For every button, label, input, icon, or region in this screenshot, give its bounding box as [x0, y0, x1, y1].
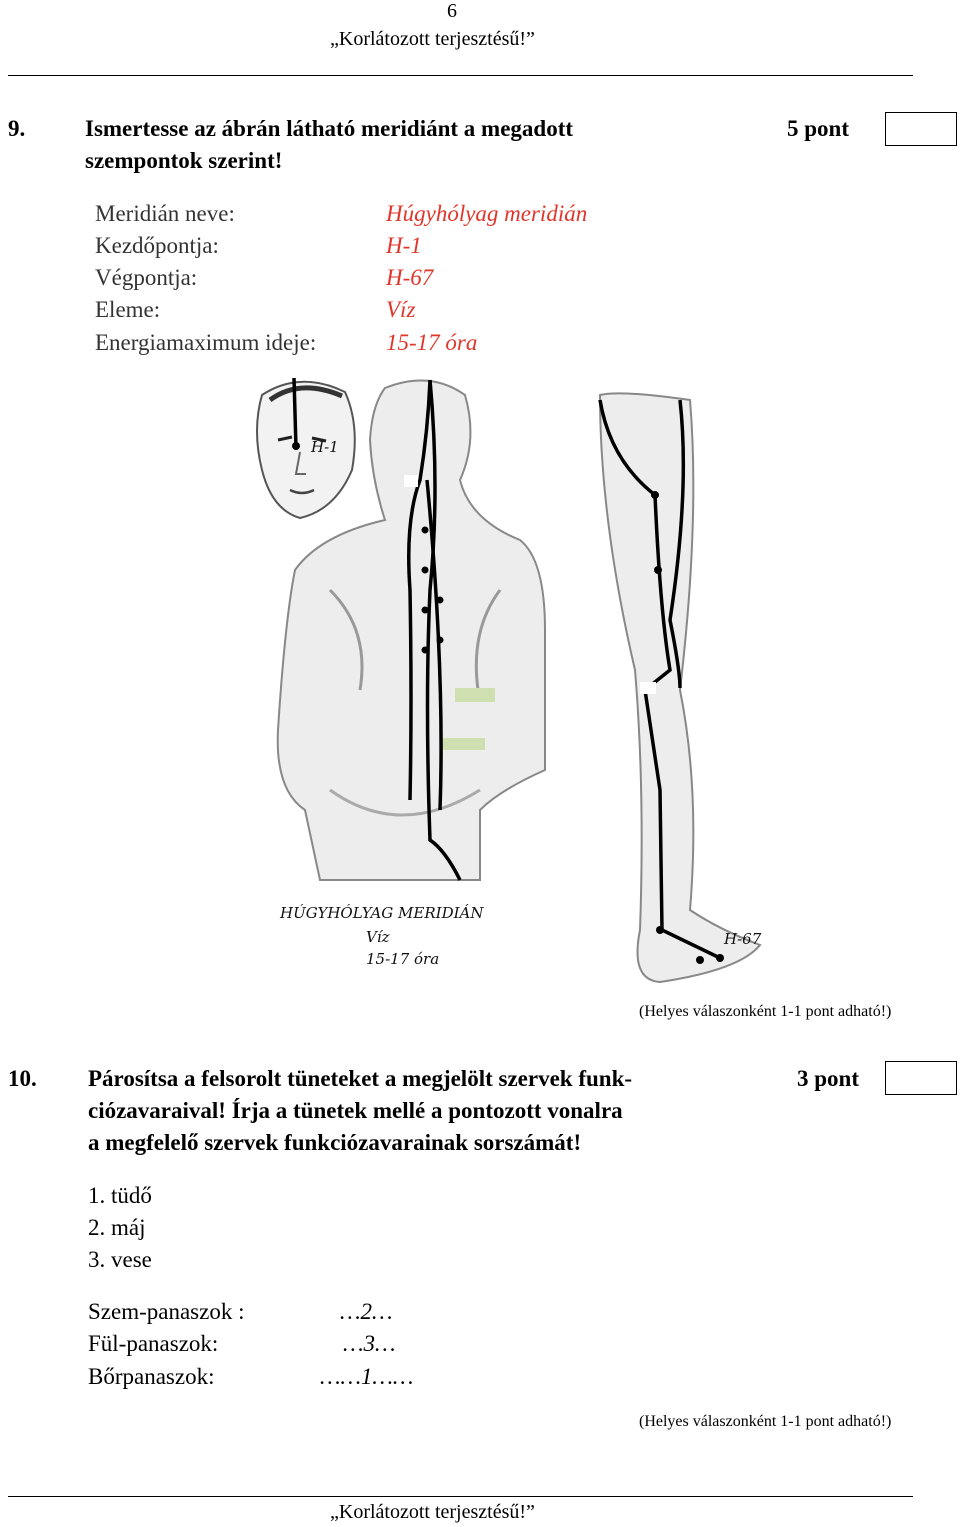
face-illustration — [257, 382, 355, 518]
q9-row-label: Eleme: — [95, 297, 161, 322]
figure-caption-time: 15-17 óra — [366, 950, 440, 968]
footer-rule — [8, 1496, 913, 1497]
q9-row-value: Víz — [386, 297, 416, 322]
q10-question-line3: a megfelelő szervek funkciózavarainak sorszámát! — [88, 1130, 582, 1155]
symptom-answer[interactable]: …2… — [340, 1299, 393, 1324]
q9-points: 5 pont — [787, 116, 849, 141]
q9-row-value: Húgyhólyag meridián — [386, 201, 588, 226]
footer-distribution-note: „Korlátozott terjesztésű!” — [330, 1501, 535, 1523]
q9-row-value: H-1 — [386, 233, 422, 258]
header-rule — [8, 75, 913, 76]
q9-question-line1: Ismertesse az ábrán látható meridiánt a megadott — [85, 116, 574, 141]
symptom-answer[interactable]: ……1…… — [320, 1364, 414, 1389]
organ-list-item: 2. máj — [88, 1215, 146, 1240]
organ-list-item: 1. tüdő — [88, 1183, 152, 1208]
page-number: 6 — [447, 0, 457, 22]
q9-scoring-note: (Helyes válaszonként 1-1 pont adható!) — [639, 1003, 892, 1020]
q9-row-label: Energiamaximum ideje: — [95, 330, 317, 355]
q10-points: 3 pont — [797, 1066, 859, 1091]
figure-label-h67: H-67 — [724, 930, 762, 948]
q9-question-line2: szempontok szerint! — [85, 148, 283, 173]
q10-question-line2: ciózavaraival! Írja a tünetek mellé a pontozott vonalra — [88, 1098, 623, 1123]
q9-row-label: Végpontja: — [95, 265, 198, 290]
bladder-meridian-figure — [0, 370, 960, 995]
q10-question-line1: Párosítsa a felsorolt tüneteket a megjelölt szervek funk- — [88, 1066, 633, 1091]
q9-row-label: Kezdőpontja: — [95, 233, 219, 258]
organ-list-item: 3. vese — [88, 1247, 152, 1272]
symptom-label: Szem-panaszok : — [88, 1299, 245, 1324]
symptom-label: Bőrpanaszok: — [88, 1364, 215, 1389]
q9-number: 9. — [8, 116, 26, 141]
header-distribution-note: „Korlátozott terjesztésű!” — [330, 28, 535, 50]
q9-row-label: Meridián neve: — [95, 201, 235, 226]
figure-label-h1: H-1 — [311, 438, 339, 456]
q10-scoring-note: (Helyes válaszonként 1-1 pont adható!) — [639, 1413, 892, 1430]
symptom-label: Fül-panaszok: — [88, 1331, 219, 1356]
symptom-answer[interactable]: …3… — [343, 1331, 396, 1356]
q9-row-value: H-67 — [386, 265, 434, 290]
figure-caption-element: Víz — [366, 928, 390, 946]
q10-score-box[interactable] — [885, 1061, 957, 1095]
figure-caption-title: HÚGYHÓLYAG MERIDIÁN — [280, 904, 484, 922]
q9-row-value: 15-17 óra — [386, 330, 478, 355]
q10-number: 10. — [8, 1066, 37, 1091]
q9-score-box[interactable] — [885, 112, 957, 146]
